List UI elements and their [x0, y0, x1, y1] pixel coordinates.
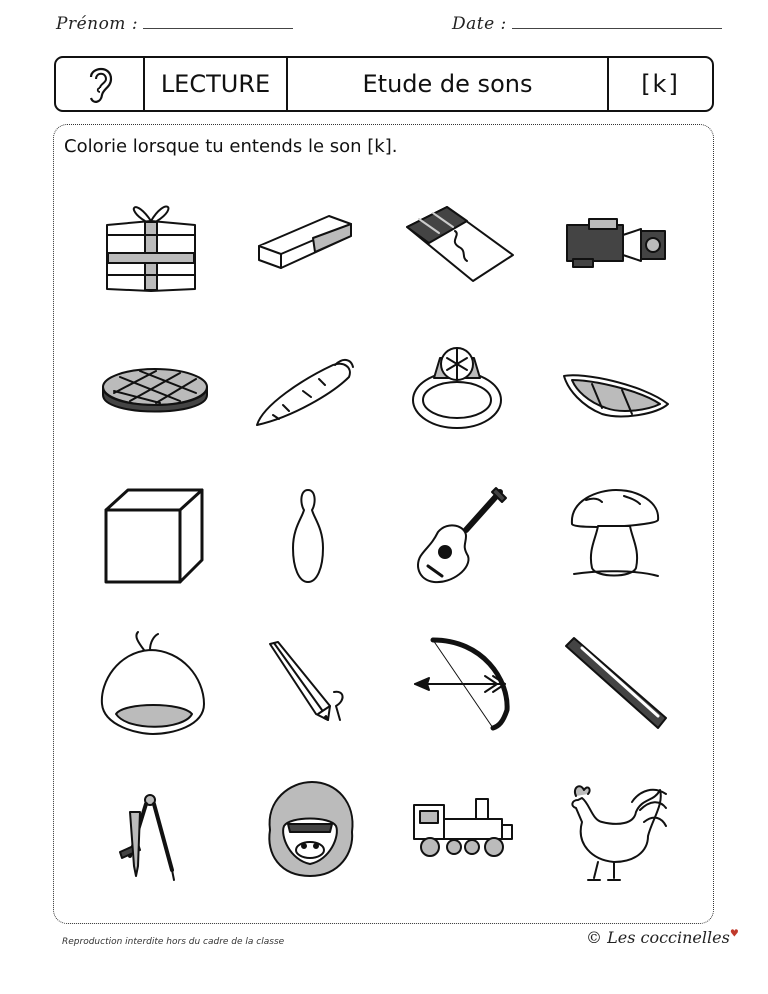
carrot-icon[interactable] [253, 355, 358, 430]
camera-icon[interactable] [563, 215, 668, 270]
ear-cell [56, 58, 145, 110]
bow-arrow-icon[interactable] [413, 636, 511, 732]
eraser-icon[interactable] [255, 210, 355, 275]
bowling-pin-icon[interactable] [289, 488, 327, 584]
ladybug-icon: ♥ [729, 928, 739, 940]
comb-icon[interactable] [562, 636, 670, 732]
copyright-symbol: © [586, 928, 602, 947]
date-label: Date : [452, 14, 507, 34]
rooster-icon[interactable] [562, 782, 668, 884]
copyright-note: Reproduction interdite hors du cadre de la classe [62, 937, 285, 947]
cube-icon[interactable] [102, 488, 206, 584]
mushroom-icon[interactable] [568, 488, 662, 584]
instruction-text: Colorie lorsque tu entends le son [k]. [64, 136, 398, 157]
ring-icon[interactable] [410, 342, 505, 432]
ear-icon [85, 63, 115, 105]
boat-icon[interactable] [562, 368, 670, 423]
compass-icon[interactable] [116, 790, 186, 882]
gift-icon[interactable] [105, 195, 197, 293]
chestnut-icon[interactable] [98, 632, 208, 737]
name-line [56, 14, 293, 34]
date-blank[interactable] [512, 27, 722, 29]
worksheet-header [54, 56, 714, 112]
pie-icon[interactable] [100, 365, 210, 417]
guitar-icon[interactable] [412, 486, 508, 586]
name-label: Prénom : [56, 14, 139, 34]
gorilla-icon[interactable] [260, 780, 360, 880]
chocolate-icon[interactable] [405, 205, 515, 283]
page-title: Etude de sons [288, 58, 609, 110]
name-blank[interactable] [143, 27, 293, 29]
sound-label: [k] [641, 70, 680, 98]
date-line [452, 14, 722, 34]
train-icon[interactable] [410, 795, 516, 860]
pencil-icon[interactable] [264, 640, 348, 725]
brand-name: Les coccinelles [607, 928, 730, 947]
subject-label: LECTURE [145, 58, 288, 110]
brand-logo [586, 928, 739, 947]
